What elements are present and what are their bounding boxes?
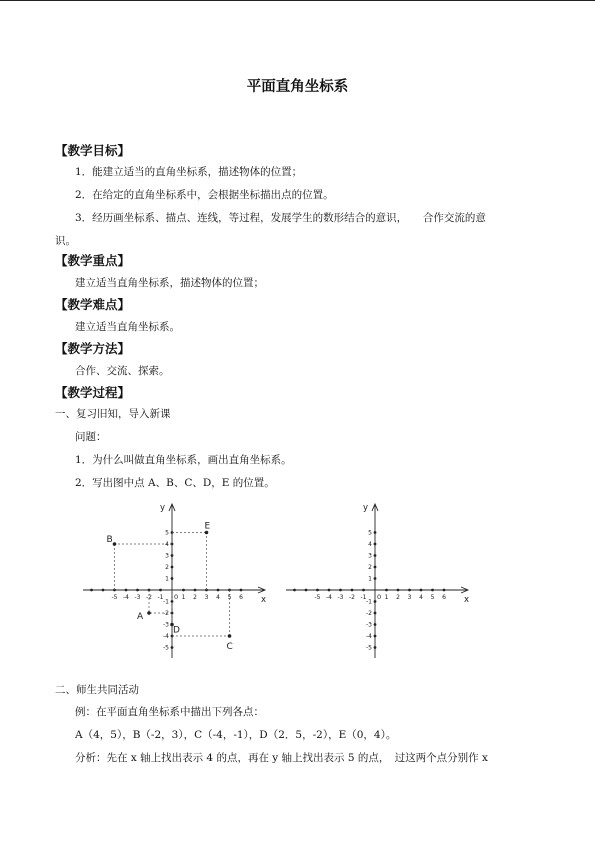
y-tick-label: 3 (368, 552, 372, 560)
y-axis-label: y (160, 503, 166, 513)
y-tick-dot (374, 543, 377, 546)
y-tick-dot (171, 577, 174, 580)
goal-item-tail: 识。 (55, 235, 76, 247)
y-tick-dot (374, 554, 377, 557)
y-tick-label: 5 (368, 529, 372, 537)
y-tick-label: 4 (165, 541, 169, 548)
y-tick-label: 2 (368, 564, 372, 571)
x-tick-dot (159, 589, 162, 592)
x-tick-label: -4 (123, 594, 129, 601)
origin-label: 0 (174, 593, 179, 601)
x-tick-dot (443, 589, 446, 592)
y-tick-label: -2 (163, 610, 169, 617)
point-c (228, 634, 232, 638)
point-label-b: B (106, 535, 113, 545)
x-tick-dot (102, 589, 105, 592)
goal-item: 2．在给定的直角坐标系中，会根据坐标描出点的位置。 (75, 189, 334, 201)
example-text: 例：在平面直角坐标系中描出下列各点： (75, 706, 264, 718)
x-tick-dot (420, 589, 423, 592)
coordinate-figure-blank (278, 498, 478, 663)
x-tick-label: 5 (430, 594, 435, 601)
top-rule (0, 0, 595, 1)
points-line: A（4，5），B（-2，3），C（-4，-1），D（2．5，-2），E（0，4）。 (75, 729, 397, 741)
y-tick-label: -1 (366, 598, 372, 606)
y-tick-label: -3 (366, 621, 372, 629)
y-tick-dot (374, 612, 377, 615)
y-tick-label: 2 (165, 564, 169, 571)
x-tick-dot (125, 589, 128, 592)
y-tick-dot (374, 646, 377, 649)
y-tick-label: -2 (366, 610, 372, 617)
x-tick-label: -2 (146, 594, 152, 601)
analysis-text: 分析：先在 x 轴上找出表示 4 的点，再在 y 轴上找出表示 5 的点， 过这两个点分别作 x (75, 752, 488, 764)
x-tick-label: -5 (111, 594, 118, 601)
y-tick-dot (374, 566, 377, 569)
y-tick-label: -5 (366, 644, 372, 652)
x-tick-label: 4 (419, 594, 423, 601)
point-label-c: C (226, 642, 233, 652)
y-tick-label: -5 (163, 644, 169, 652)
key-text: 建立适当直角坐标系，描述物体的位置； (75, 277, 264, 289)
y-tick-dot (374, 577, 377, 580)
x-tick-label: 3 (407, 594, 412, 601)
method-heading: 【教学方法】 (55, 341, 131, 356)
x-tick-label: -4 (326, 594, 332, 601)
x-tick-label: -3 (337, 594, 344, 601)
point-label-d: D (173, 625, 180, 636)
question-2: 2．写出图中点 A、B、C、D，E 的位置。 (75, 477, 275, 489)
y-tick-dot (171, 554, 174, 557)
page-title: 平面直角坐标系 (246, 79, 349, 95)
x-tick-dot (293, 589, 296, 592)
x-tick-dot (194, 589, 197, 592)
point-label-a: A (137, 612, 144, 622)
y-tick-label: -1 (163, 598, 169, 606)
part1-title: 一、复习旧知，导入新课 (55, 408, 171, 420)
key-heading: 【教学重点】 (55, 253, 131, 268)
x-tick-label: -5 (314, 594, 321, 601)
x-tick-dot (339, 589, 342, 592)
x-tick-dot (217, 589, 220, 592)
y-tick-label: -3 (163, 621, 169, 629)
x-tick-label: 1 (384, 594, 389, 601)
x-tick-dot (362, 589, 365, 592)
origin-label: 0 (377, 593, 382, 601)
x-tick-label: -1 (360, 594, 367, 601)
y-tick-label: -4 (163, 633, 169, 640)
x-tick-label: 2 (193, 594, 197, 601)
x-tick-label: 1 (181, 594, 186, 601)
y-tick-dot (171, 566, 174, 569)
y-tick-label: 5 (165, 529, 169, 537)
y-axis-label: y (363, 503, 369, 513)
y-tick-label: -4 (366, 633, 372, 640)
x-tick-dot (408, 589, 411, 592)
x-tick-label: 2 (396, 594, 400, 601)
point-label-e: E (204, 521, 211, 532)
x-tick-dot (136, 589, 139, 592)
question-label: 问题： (75, 431, 107, 443)
goal-item: 3．经历画坐标系、描点、连线，等过程，发展学生的数形结合的意识， 合作交流的意 (75, 212, 486, 224)
x-axis-label: x (464, 595, 470, 605)
x-tick-dot (385, 589, 388, 592)
difficulty-heading: 【教学难点】 (55, 297, 131, 312)
x-tick-label: 4 (216, 594, 220, 601)
y-tick-dot (374, 635, 377, 638)
y-tick-label: 4 (368, 541, 372, 548)
x-tick-dot (305, 589, 308, 592)
x-axis-label: x (261, 595, 267, 605)
x-tick-dot (351, 589, 354, 592)
point-b (113, 542, 117, 546)
y-tick-dot (374, 623, 377, 626)
method-text: 合作、交流、探索。 (75, 365, 170, 377)
x-tick-label: 5 (227, 594, 232, 601)
y-tick-label: 1 (368, 575, 372, 583)
goals-heading: 【教学目标】 (55, 143, 131, 158)
y-tick-dot (374, 600, 377, 603)
y-tick-dot (374, 531, 377, 534)
process-heading: 【教学过程】 (55, 385, 131, 400)
x-tick-dot (90, 589, 93, 592)
y-tick-label: 3 (165, 552, 169, 560)
question-1: 1．为什么叫做直角坐标系，画出直角坐标系。 (75, 454, 292, 466)
x-tick-dot (182, 589, 185, 592)
x-tick-label: 3 (204, 594, 209, 601)
y-tick-dot (171, 646, 174, 649)
x-tick-label: -2 (349, 594, 355, 601)
part2-title: 二、师生共同活动 (55, 684, 139, 696)
x-tick-dot (316, 589, 319, 592)
coordinate-figure-with-points (75, 498, 275, 663)
goal-item: 1．能建立适当的直角坐标系，描述物体的位置； (75, 166, 303, 178)
x-tick-dot (328, 589, 331, 592)
difficulty-text: 建立适当直角坐标系。 (75, 321, 180, 333)
x-tick-label: 6 (239, 594, 243, 601)
point-a (147, 611, 151, 615)
x-tick-label: 6 (442, 594, 446, 601)
y-tick-label: 1 (165, 575, 169, 583)
x-tick-dot (397, 589, 400, 592)
x-tick-dot (240, 589, 243, 592)
x-tick-label: -1 (157, 594, 164, 601)
x-tick-dot (431, 589, 434, 592)
x-tick-label: -3 (134, 594, 141, 601)
